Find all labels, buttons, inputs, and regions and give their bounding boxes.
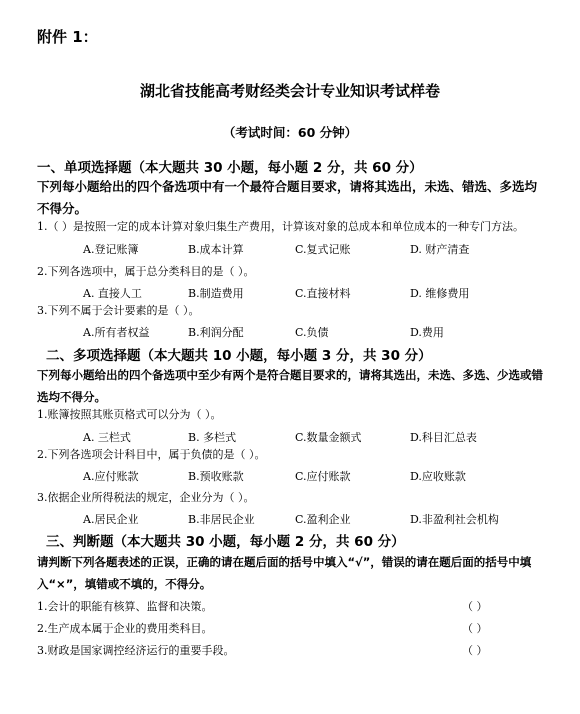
s1-q1-option-d: D. 财产清查 bbox=[410, 243, 470, 256]
s2-question-1: 1.账簿按照其账页格式可以分为（ ）。 bbox=[37, 408, 222, 421]
s2-q3-option-d: D.非盈利社会机构 bbox=[410, 513, 499, 526]
s1-q1-option-c: C.复式记账 bbox=[295, 243, 351, 256]
s2-q1-option-b: B. 多栏式 bbox=[188, 431, 237, 444]
section3-instruction: 请判断下列各题表述的正误，正确的请在题后面的括号中填入“√”，错误的请在题后面的括号中填入“×”，填错或不填的，不得分。 bbox=[37, 555, 532, 591]
s3-question-2: 2.生产成本属于企业的费用类科目。 bbox=[37, 622, 213, 635]
s1-q3-option-c: C.负债 bbox=[295, 326, 329, 339]
section2-instruction: 下列每小题给出的四个备选项中至少有两个是符合题目要求的，请将其选出，未选、多选、少选或错选均不得分。 bbox=[37, 368, 543, 404]
s3-question-3: 3.财政是国家调控经济运行的重要手段。 bbox=[37, 644, 235, 657]
s2-q1-option-c: C.数量金额式 bbox=[295, 431, 362, 444]
s3-question-1: 1.会计的职能有核算、监督和决策。 bbox=[37, 600, 213, 613]
s1-question-1: 1.（ ）是按照一定的成本计算对象归集生产费用，计算该对象的总成本和单位成本的一种专门方法。 bbox=[37, 220, 524, 233]
s1-q2-option-d: D. 维修费用 bbox=[410, 287, 470, 300]
exam-duration: （考试时间：60 分钟） bbox=[222, 125, 358, 140]
s1-q3-option-d: D.费用 bbox=[410, 326, 444, 339]
s1-q3-option-a: A.所有者权益 bbox=[83, 326, 150, 339]
s1-q1-option-b: B.成本计算 bbox=[188, 243, 244, 256]
s2-q1-option-d: D.科目汇总表 bbox=[410, 431, 477, 444]
section1-heading: 一、单项选择题（本大题共 30 小题，每小题 2 分，共 60 分） bbox=[37, 160, 423, 176]
s1-q1-option-a: A.登记账簿 bbox=[83, 243, 139, 256]
page-title: 湖北省技能高考财经类会计专业知识考试样卷 bbox=[139, 82, 440, 100]
s2-q3-option-a: A.居民企业 bbox=[83, 513, 139, 526]
section3-heading: 三、判断题（本大题共 30 小题，每小题 2 分，共 60 分） bbox=[46, 534, 405, 550]
s2-question-3: 3.依据企业所得税法的规定，企业分为（ ）。 bbox=[37, 491, 255, 504]
s3-q2-answer-parens: （ ） bbox=[462, 622, 488, 635]
s1-q3-option-b: B.利润分配 bbox=[188, 326, 244, 339]
s1-question-3: 3.下列不属于会计要素的是（ ）。 bbox=[37, 304, 200, 317]
s1-q2-option-b: B.制造费用 bbox=[188, 287, 244, 300]
s2-q2-option-c: C.应付账款 bbox=[295, 470, 351, 483]
section2-heading: 二、多项选择题（本大题共 10 小题，每小题 3 分，共 30 分） bbox=[46, 348, 432, 364]
s1-q2-option-c: C.直接材料 bbox=[295, 287, 351, 300]
s2-q3-option-b: B.非居民企业 bbox=[188, 513, 255, 526]
s1-q2-option-a: A. 直接人工 bbox=[83, 287, 142, 300]
s2-q2-option-b: B.预收账款 bbox=[188, 470, 244, 483]
attachment-label: 附件 1： bbox=[37, 28, 98, 46]
section1-instruction: 下列每小题给出的四个备选项中有一个最符合题目要求，请将其选出，未选、错选、多选均不得分。 bbox=[37, 179, 538, 216]
s3-q3-answer-parens: （ ） bbox=[462, 644, 488, 657]
s2-question-2: 2.下列各选项会计科目中，属于负债的是（ ）。 bbox=[37, 448, 266, 461]
s2-q1-option-a: A. 三栏式 bbox=[83, 431, 131, 444]
s2-q2-option-d: D.应收账款 bbox=[410, 470, 466, 483]
s2-q3-option-c: C.盈利企业 bbox=[295, 513, 351, 526]
s1-question-2: 2.下列各选项中，属于总分类科目的是（ ）。 bbox=[37, 265, 255, 278]
s3-q1-answer-parens: （ ） bbox=[462, 600, 488, 613]
s2-q2-option-a: A.应付账款 bbox=[83, 470, 139, 483]
